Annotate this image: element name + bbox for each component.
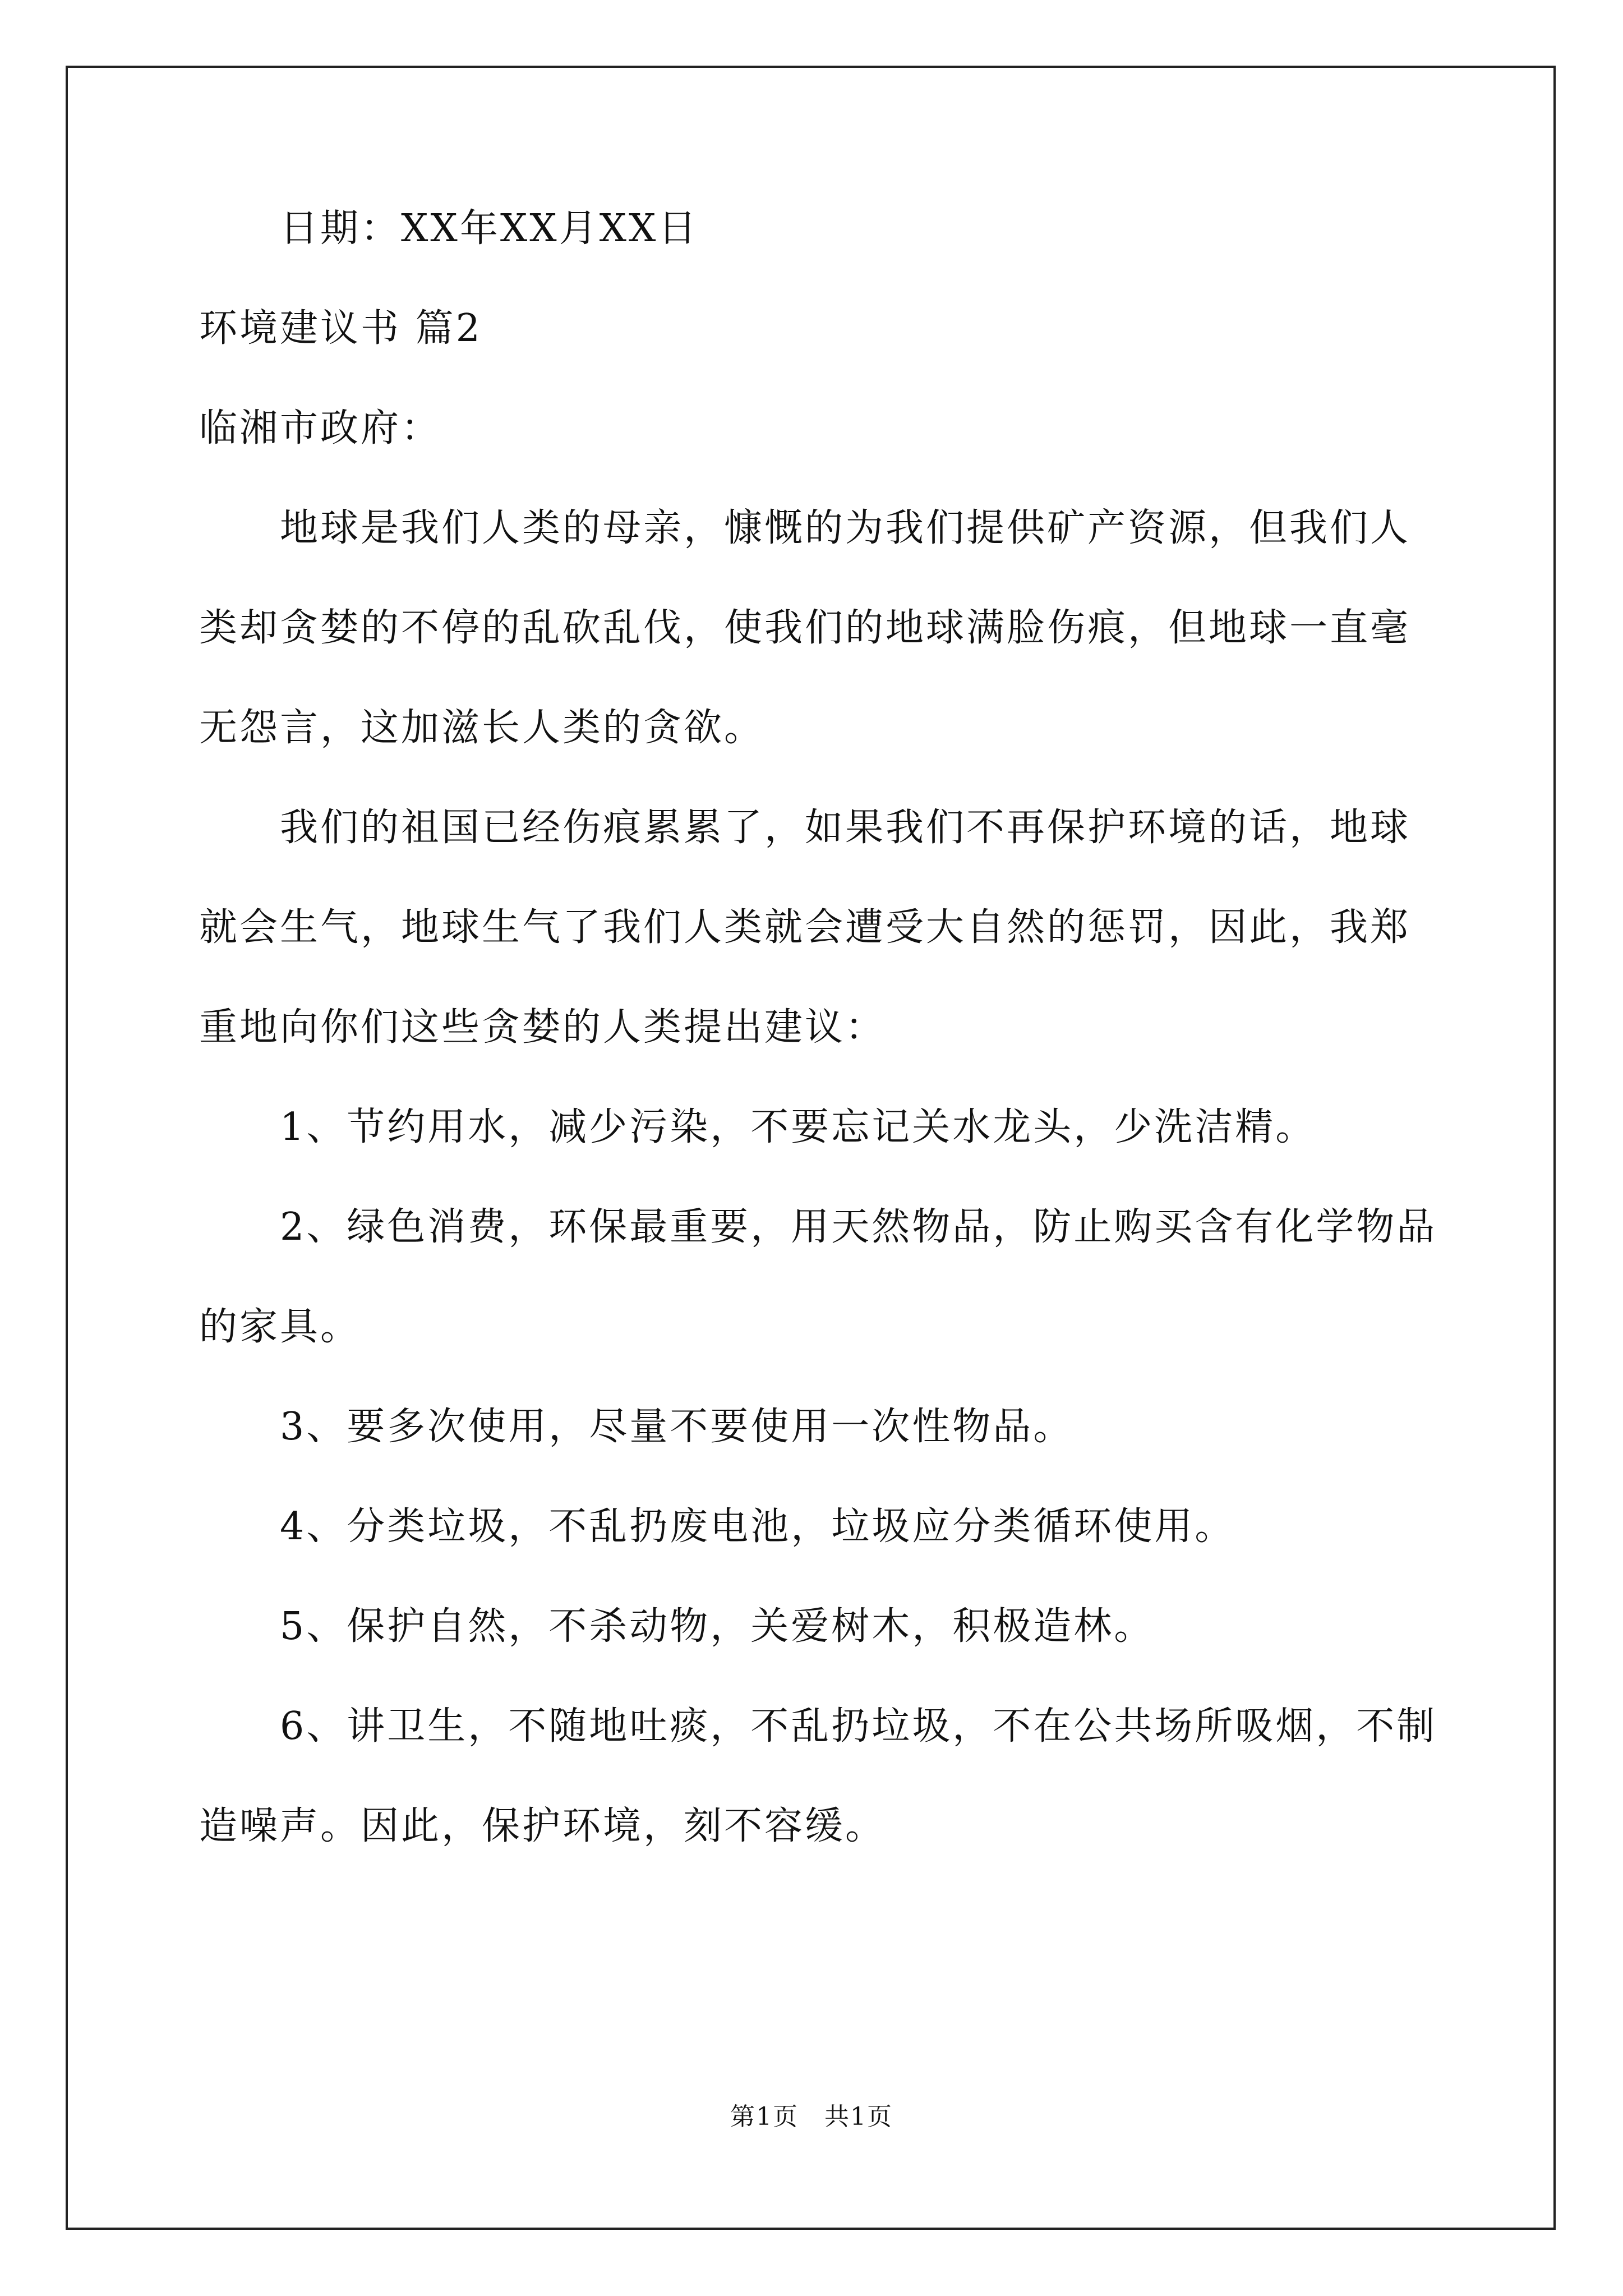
paragraph-line: 的家具。	[199, 1305, 361, 1349]
paragraph-line: 造噪声。因此，保护环境，刻不容缓。	[199, 1804, 886, 1848]
paragraph-line: 地球是我们人类的母亲，慷慨的为我们提供矿产资源，但我们人	[280, 506, 1411, 550]
addressee: 临湘市政府：	[199, 406, 442, 450]
paragraph-line: 类却贪婪的不停的乱砍乱伐，使我们的地球满脸伤痕，但地球一直毫	[199, 606, 1411, 650]
paragraph-line: 无怨言，这加滋长人类的贪欲。	[199, 706, 765, 750]
suggestion-item-5: 5、保护自然，不杀动物，关爱树木，积极造林。	[280, 1604, 1155, 1649]
date-line: 日期：XX年XX月XX日	[280, 206, 699, 251]
suggestion-item-2	[199, 1200, 1437, 1354]
suggestion-item-3: 3、要多次使用，尽量不要使用一次性物品。	[280, 1405, 1074, 1449]
paragraph-line: 6、讲卫生，不随地吐痰，不乱扔垃圾，不在公共场所吸烟，不制	[280, 1704, 1437, 1749]
paragraph-line: 2、绿色消费，环保最重要，用天然物品，防止购买含有化学物品	[280, 1205, 1437, 1249]
suggestion-item-4: 4、分类垃圾，不乱扔废电池，垃圾应分类循环使用。	[280, 1504, 1235, 1549]
paragraph-line: 我们的祖国已经伤痕累累了，如果我们不再保护环境的话，地球	[280, 806, 1411, 850]
document-body	[199, 202, 1437, 1853]
suggestion-item-1: 1、节约用水，减少污染，不要忘记关水龙头，少洗洁精。	[280, 1105, 1316, 1149]
paragraph-line: 就会生气，地球生气了我们人类就会遭受大自然的惩罚，因此，我郑	[199, 905, 1411, 950]
paragraph-1	[199, 501, 1433, 755]
section-title: 环境建议书 篇2	[199, 306, 482, 351]
paragraph-2	[199, 801, 1433, 1055]
suggestion-item-6	[199, 1700, 1437, 1853]
paragraph-line: 重地向你们这些贪婪的人类提出建议：	[199, 1005, 886, 1050]
page-footer: 第1页 共1页	[730, 2102, 893, 2131]
